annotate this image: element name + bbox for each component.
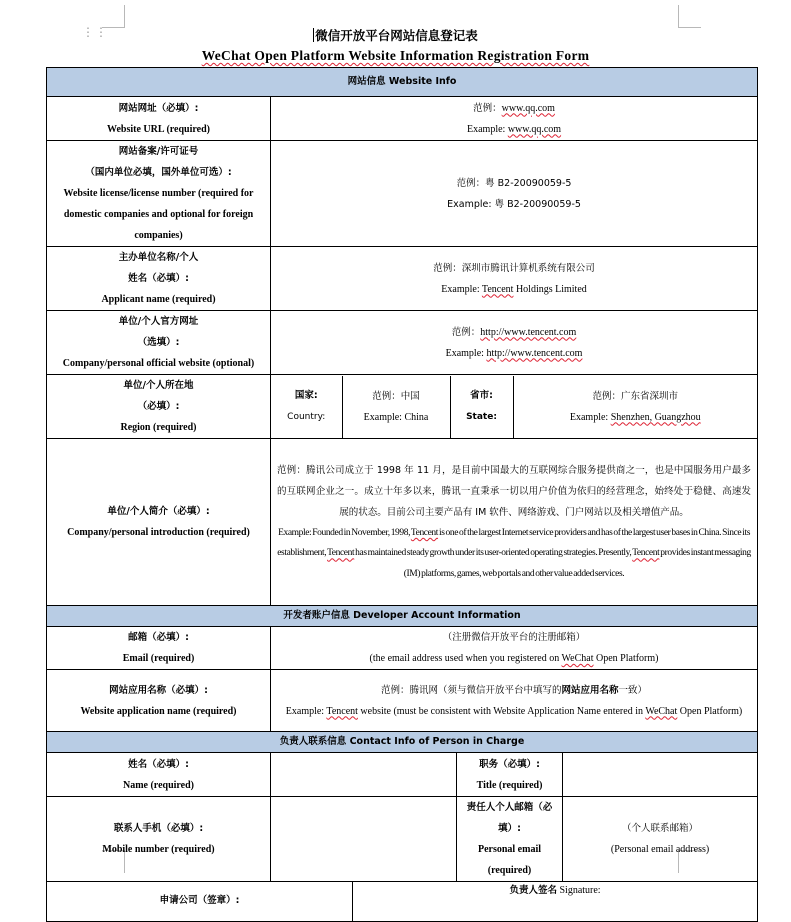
page-corner-marker bbox=[678, 5, 701, 28]
table-row-introduction bbox=[47, 439, 758, 606]
region-subgrid bbox=[271, 375, 758, 439]
section-header-contact: 负责人联系信息 Contact Info of Person in Charge bbox=[47, 732, 758, 753]
field-country[interactable]: 范例：中国 Example: China bbox=[342, 376, 450, 438]
label-country: 国家: Country: bbox=[271, 376, 342, 438]
label-province: 省市: State: bbox=[450, 376, 513, 438]
field-app-name[interactable]: 范例：腾讯网（须与微信开放平台中填写的网站应用名称一致） Example: Tencent website (must be consistent with Website Application Name entered in WeChat Open Platform) bbox=[271, 670, 758, 732]
table-row-email bbox=[47, 627, 758, 670]
introduction-example-cn: 范例：腾讯公司成立于 1998 年 11 月，是目前中国最大的互联网综合服务提供商之一，也是中国服务用户最多的互联网企业之一。成立十年多以来，腾讯一直秉承一切以用户价值为依归的经营理念，始终处于稳健、高速发展的状态。目前公司主要产品有 IM 软件、网络游戏、门户网站以及相关增值产品。 bbox=[277, 464, 752, 518]
field-official-website[interactable]: 范例：http://www.tencent.com Example: http://www.tencent.com bbox=[271, 311, 758, 375]
document-title-en: WeChat Open Platform Website Information Registration Form bbox=[201, 48, 590, 63]
field-company-seal[interactable]: 申请公司（签章）: bbox=[47, 882, 353, 922]
table-move-handle-icon[interactable]: ⋮⋮ bbox=[82, 25, 108, 39]
label-introduction: 单位/个人简介（必填）: Company/personal introduction (required) bbox=[47, 439, 271, 606]
field-website-license[interactable]: 范例：粤 B2-20090059-5 Example: 粤 B2-20090059-5 bbox=[271, 141, 758, 247]
field-mobile[interactable] bbox=[271, 797, 457, 882]
table-row-website-license bbox=[47, 141, 758, 247]
field-province[interactable]: 范例：广东省深圳市 Example: Shenzhen, Guangzhou bbox=[569, 390, 701, 423]
label-mobile: 联系人手机（必填）: Mobile number (required) bbox=[47, 797, 271, 882]
field-personal-email[interactable]: （个人联系邮箱） (Personal email address) bbox=[563, 797, 758, 882]
table-row-app-name bbox=[47, 670, 758, 732]
section-header-website-info: 网站信息 Website Info bbox=[47, 68, 758, 97]
table-row-mobile-email bbox=[47, 797, 758, 882]
table-row-signature bbox=[47, 882, 758, 922]
table-row-name-title bbox=[47, 753, 758, 797]
field-applicant-name[interactable]: 范例：深圳市腾讯计算机系统有限公司 Example: Tencent Holdings Limited bbox=[271, 247, 758, 311]
table-row-official-website bbox=[47, 311, 758, 375]
field-name[interactable] bbox=[271, 753, 457, 797]
field-introduction[interactable] bbox=[271, 439, 758, 606]
table-row-region bbox=[47, 375, 758, 439]
field-email[interactable]: （注册微信开放平台的注册邮箱） (the email address used when you registered on WeChat Open Platform) bbox=[271, 627, 758, 670]
label-app-name: 网站应用名称（必填）: Website application name (required) bbox=[47, 670, 271, 732]
label-applicant-name: 主办单位名称/个人 姓名（必填）: Applicant name (required) bbox=[47, 247, 271, 311]
label-email: 邮箱（必填）: Email (required) bbox=[47, 627, 271, 670]
registration-form-table bbox=[46, 67, 758, 922]
document-title-cn: 微信开放平台网站信息登记表 bbox=[315, 28, 478, 43]
field-signature[interactable]: 负责人签名 Signature: bbox=[353, 882, 758, 922]
introduction-example-en: Example: Founded in November, 1998, Tencent is one of the largest Internet service providers and has of the largest user bases in China. Since its establishment, Tencent has maintained steady growth under its user-oriented operating strategies. Presently, Tencent provides instant messaging (IM) platforms, games, web portals and other value added services. bbox=[277, 527, 751, 579]
label-name: 姓名（必填）: Name (required) bbox=[47, 753, 271, 797]
table-row-website-url bbox=[47, 97, 758, 141]
label-website-url: 网站网址（必填）: Website URL (required) bbox=[47, 97, 271, 141]
label-website-license: 网站备案/许可证号 （国内单位必填，国外单位可选）: Website license/license number (required for domestic companies and optional for foreign companies) bbox=[47, 141, 271, 247]
label-title: 职务（必填）: Title (required) bbox=[457, 753, 563, 797]
field-website-url[interactable]: 范例：www.qq.com Example: www.qq.com bbox=[271, 97, 758, 141]
label-region: 单位/个人所在地 （必填）: Region (required) bbox=[47, 375, 271, 439]
section-header-developer-account: 开发者账户信息 Developer Account Information bbox=[47, 606, 758, 627]
label-personal-email: 责任人个人邮箱（必填）: Personal email (required) bbox=[457, 797, 563, 882]
table-row-applicant-name bbox=[47, 247, 758, 311]
field-title[interactable] bbox=[563, 753, 758, 797]
label-official-website: 单位/个人官方网址 （选填）: Company/personal official website (optional) bbox=[47, 311, 271, 375]
